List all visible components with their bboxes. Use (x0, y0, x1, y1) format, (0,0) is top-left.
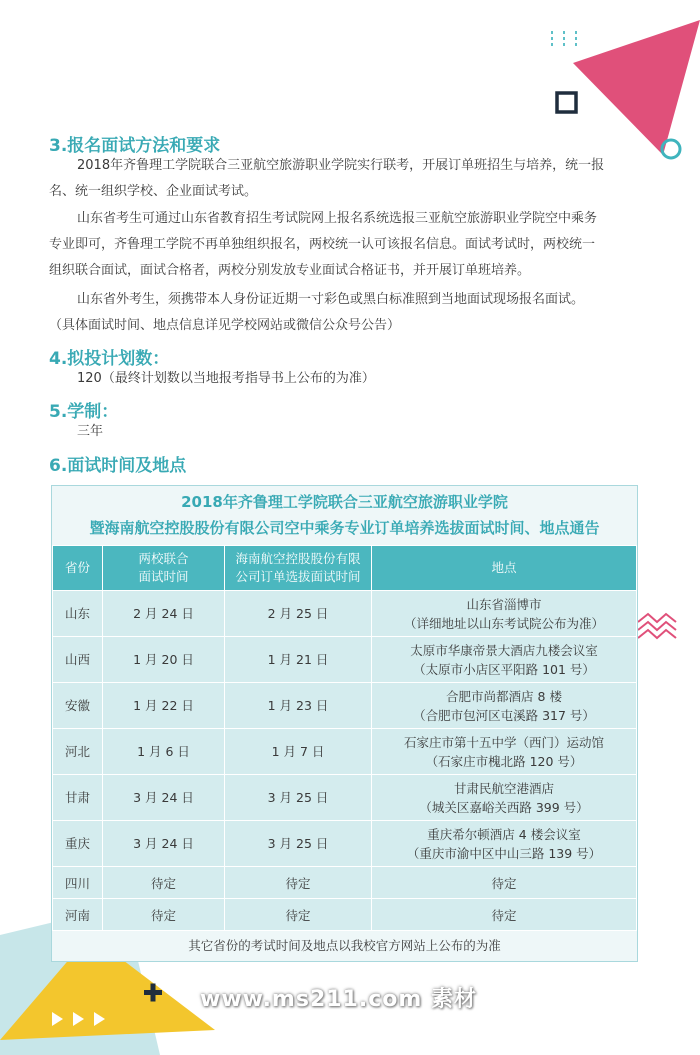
section-5-text: 三年 (77, 424, 104, 439)
table-header-row (53, 546, 637, 591)
joint-time-cell: 1 月 6 日 (103, 729, 225, 775)
table-title-line-2: 暨海南航空控股股份有限公司空中乘务专业订单培养选拔面试时间、地点通告 (89, 519, 600, 537)
hna-time-cell: 3 月 25 日 (225, 821, 372, 867)
header-location: 地点 (372, 546, 637, 591)
province-cell: 山东 (53, 591, 103, 637)
province-cell: 河北 (53, 729, 103, 775)
section-3-paragraph-1: 2018年齐鲁理工学院联合三亚航空旅游职业学院实行联考，开展订单班招生与培养，统一报 名、统一组织学校、企业面试考试。 (49, 158, 605, 199)
location-cell: 山东省淄博市 （详细地址以山东考试院公布为准） (372, 591, 637, 637)
hna-time-cell: 2 月 25 日 (225, 591, 372, 637)
square-outline-icon (557, 93, 576, 112)
section-4-text: 120（最终计划数以当地报考指导书上公布的为准） (77, 371, 375, 386)
circle-outline-icon (662, 140, 680, 158)
joint-time-cell: 待定 (103, 867, 225, 899)
hna-time-cell: 1 月 7 日 (225, 729, 372, 775)
province-cell: 甘肃 (53, 775, 103, 821)
province-cell: 重庆 (53, 821, 103, 867)
location-cell: 待定 (372, 899, 637, 931)
table-row (53, 899, 637, 931)
zigzag-icon (638, 614, 676, 638)
table-footer-note: 其它省份的考试时间及地点以我校官方网站上公布的为准 (52, 931, 637, 961)
province-cell: 四川 (53, 867, 103, 899)
location-cell: 合肥市尚都酒店 8 楼 （合肥市包河区屯溪路 317 号） (372, 683, 637, 729)
table-row (53, 729, 637, 775)
table-row (53, 637, 637, 683)
pink-triangle-icon (573, 20, 700, 155)
table-title-line-1: 2018年齐鲁理工学院联合三亚航空旅游职业学院 (181, 493, 508, 511)
joint-time-cell: 3 月 24 日 (103, 775, 225, 821)
table-row (53, 683, 637, 729)
table-row (53, 775, 637, 821)
hna-time-cell: 1 月 21 日 (225, 637, 372, 683)
location-cell: 石家庄市第十五中学（西门）运动馆 （石家庄市槐北路 120 号） (372, 729, 637, 775)
hna-time-cell: 1 月 23 日 (225, 683, 372, 729)
location-cell: 甘肃民航空港酒店 （城关区嘉峪关西路 399 号） (372, 775, 637, 821)
section-3-title: 3.报名面试方法和要求 (49, 136, 221, 156)
table-row (53, 591, 637, 637)
province-cell: 山西 (53, 637, 103, 683)
hna-time-cell: 待定 (225, 899, 372, 931)
location-cell: 太原市华康帝景大酒店九楼会议室 （太原市小店区平阳路 101 号） (372, 637, 637, 683)
province-cell: 河南 (53, 899, 103, 931)
province-cell: 安徽 (53, 683, 103, 729)
dots-pattern-icon (551, 31, 577, 46)
header-province: 省份 (53, 546, 103, 591)
section-3-paragraph-2: 山东省考生可通过山东省教育招生考试院网上报名系统选报三亚航空旅游职业学院空中乘务 专业即可，齐鲁理工学院不再单独组织报名，两校统一认可该报名信息。面试考试时，两校统一 组织联合面试，面试合格者，两校分别发放专业面试合格证书，并开展订单班培养。 (49, 211, 598, 278)
hna-time-cell: 3 月 25 日 (225, 775, 372, 821)
joint-time-cell: 3 月 24 日 (103, 821, 225, 867)
joint-time-cell: 2 月 24 日 (103, 591, 225, 637)
section-6-title: 6.面试时间及地点 (49, 456, 187, 476)
location-cell: 重庆希尔顿酒店 4 楼会议室 （重庆市渝中区中山三路 139 号） (372, 821, 637, 867)
interview-schedule-table (51, 485, 638, 962)
section-3-paragraph-3: 山东省外考生，须携带本人身份证近期一寸彩色或黑白标准照到当地面试现场报名面试。 （具体面试时间、地点信息详见学校网站或微信公众号公告） (49, 292, 585, 333)
watermark: www.ms211.com 素材 (200, 987, 477, 1012)
table-row (53, 821, 637, 867)
table-row (53, 867, 637, 899)
joint-time-cell: 1 月 20 日 (103, 637, 225, 683)
joint-time-cell: 待定 (103, 899, 225, 931)
location-cell: 待定 (372, 867, 637, 899)
header-hna-time: 海南航空控股股份有限 公司订单选拔面试时间 (225, 546, 372, 591)
joint-time-cell: 1 月 22 日 (103, 683, 225, 729)
hna-time-cell: 待定 (225, 867, 372, 899)
section-4-title: 4.拟投计划数： (49, 349, 170, 369)
header-joint-time: 两校联合 面试时间 (103, 546, 225, 591)
schedule-table (52, 545, 637, 931)
section-5-title: 5.学制： (49, 402, 119, 422)
